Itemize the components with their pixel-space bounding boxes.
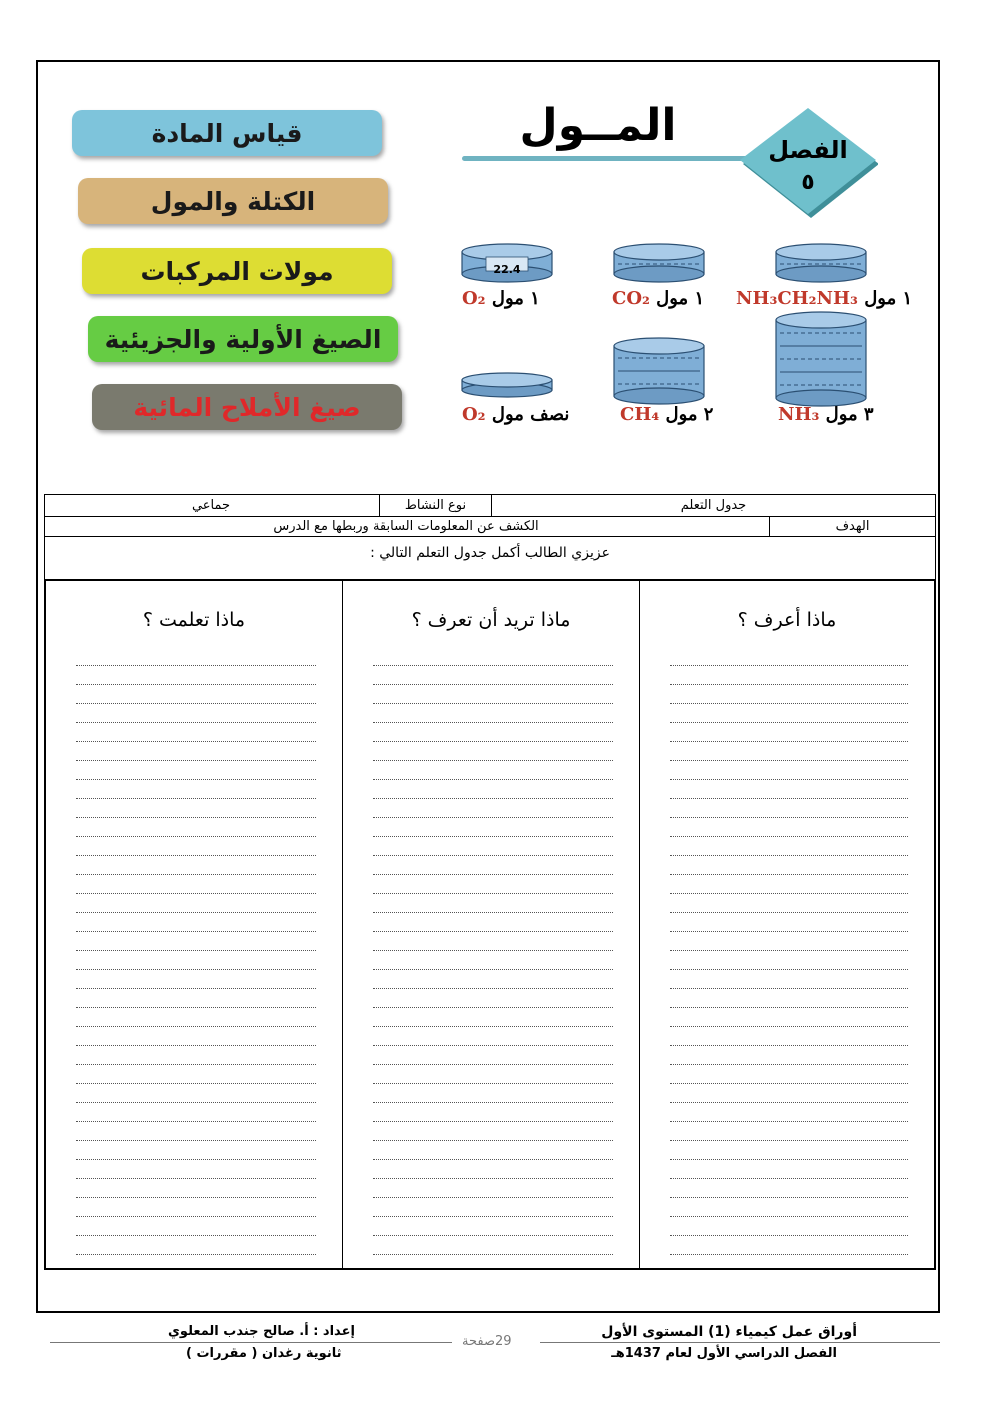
footer-right-2: الفصل الدراسي الأول لعام 1437هـ bbox=[611, 1346, 837, 1361]
topic-pill-5 bbox=[92, 384, 402, 430]
writing-line[interactable] bbox=[670, 913, 908, 932]
writing-line[interactable] bbox=[76, 1160, 316, 1179]
writing-line[interactable] bbox=[670, 647, 908, 666]
writing-line[interactable] bbox=[373, 1236, 613, 1255]
writing-line[interactable] bbox=[670, 1027, 908, 1046]
activity-info-table bbox=[44, 494, 936, 580]
writing-line[interactable] bbox=[670, 1236, 908, 1255]
mol-text: ١ مول bbox=[656, 288, 705, 309]
topic-label: صيغ الأملاح المائية bbox=[133, 392, 361, 422]
writing-line[interactable] bbox=[76, 1217, 316, 1236]
writing-line[interactable] bbox=[76, 1179, 316, 1198]
writing-line[interactable] bbox=[670, 723, 908, 742]
writing-line[interactable] bbox=[670, 856, 908, 875]
footer-left-1: إعداد : أ. صالح جندب المعلوي bbox=[168, 1324, 355, 1339]
writing-line[interactable] bbox=[670, 970, 908, 989]
writing-line[interactable] bbox=[670, 1122, 908, 1141]
formula-text: O₂ bbox=[462, 404, 486, 425]
writing-line[interactable] bbox=[373, 970, 613, 989]
writing-line[interactable] bbox=[76, 685, 316, 704]
footer-left-2: ثانوية رغدان ( مقررات ) bbox=[186, 1346, 342, 1361]
writing-line[interactable] bbox=[670, 799, 908, 818]
know-header: ماذا أعرف ؟ bbox=[737, 609, 837, 631]
info-row-3 bbox=[45, 537, 935, 581]
formula-text: CH₄ bbox=[620, 404, 660, 425]
volume-label: 22.4 bbox=[493, 263, 521, 276]
writing-line[interactable] bbox=[76, 989, 316, 1008]
writing-line[interactable] bbox=[373, 856, 613, 875]
writing-line[interactable] bbox=[373, 894, 613, 913]
want-header: ماذا تريد أن تعرف ؟ bbox=[411, 609, 571, 631]
writing-line[interactable] bbox=[670, 951, 908, 970]
writing-line[interactable] bbox=[670, 818, 908, 837]
writing-line[interactable] bbox=[76, 666, 316, 685]
topic-pill-2 bbox=[78, 178, 388, 224]
formula-text: O₂ bbox=[462, 288, 486, 309]
know-lines[interactable] bbox=[670, 647, 908, 1255]
column-know bbox=[640, 581, 934, 1268]
disk-label-bottom-mid bbox=[620, 404, 713, 425]
writing-line[interactable] bbox=[373, 666, 613, 685]
writing-line[interactable] bbox=[76, 742, 316, 761]
writing-line[interactable] bbox=[76, 1122, 316, 1141]
writing-line[interactable] bbox=[670, 1179, 908, 1198]
writing-line[interactable] bbox=[76, 1141, 316, 1160]
chapter-badge bbox=[738, 102, 878, 222]
writing-line[interactable] bbox=[670, 1141, 908, 1160]
writing-line[interactable] bbox=[76, 856, 316, 875]
formula-text: CO₂ bbox=[612, 288, 650, 309]
writing-line[interactable] bbox=[76, 1236, 316, 1255]
chapter-number: ٥ bbox=[801, 170, 815, 195]
writing-line[interactable] bbox=[670, 1046, 908, 1065]
disk-label-top-right bbox=[736, 288, 912, 309]
writing-line[interactable] bbox=[76, 837, 316, 856]
learning-table-cell: جدول التعلم bbox=[491, 495, 935, 516]
writing-line[interactable] bbox=[373, 647, 613, 666]
writing-line[interactable] bbox=[76, 723, 316, 742]
writing-line[interactable] bbox=[670, 1217, 908, 1236]
want-lines[interactable] bbox=[373, 647, 613, 1255]
writing-line[interactable] bbox=[670, 1160, 908, 1179]
writing-line[interactable] bbox=[76, 875, 316, 894]
writing-line[interactable] bbox=[373, 1141, 613, 1160]
instruction-cell: عزيزي الطالب أكمل جدول التعلم التالي : bbox=[370, 545, 610, 561]
writing-line[interactable] bbox=[373, 742, 613, 761]
writing-line[interactable] bbox=[670, 837, 908, 856]
writing-line[interactable] bbox=[76, 1198, 316, 1217]
writing-line[interactable] bbox=[373, 932, 613, 951]
topic-label: الصيغ الأولية والجزيئية bbox=[104, 324, 382, 354]
writing-line[interactable] bbox=[670, 685, 908, 704]
header-area bbox=[38, 62, 938, 492]
kwl-table bbox=[44, 580, 936, 1270]
mol-text: ٣ مول bbox=[825, 404, 874, 425]
writing-line[interactable] bbox=[670, 1198, 908, 1217]
writing-line[interactable] bbox=[76, 818, 316, 837]
writing-line[interactable] bbox=[373, 1027, 613, 1046]
writing-line[interactable] bbox=[76, 1027, 316, 1046]
mol-text: ١ مول bbox=[864, 288, 913, 309]
disk-label-bottom-right bbox=[778, 404, 874, 425]
writing-line[interactable] bbox=[373, 1160, 613, 1179]
writing-line[interactable] bbox=[670, 761, 908, 780]
writing-line[interactable] bbox=[76, 1103, 316, 1122]
learned-lines[interactable] bbox=[76, 647, 316, 1255]
writing-line[interactable] bbox=[373, 1008, 613, 1027]
writing-line[interactable] bbox=[670, 894, 908, 913]
writing-line[interactable] bbox=[670, 1084, 908, 1103]
topic-pill-3 bbox=[82, 248, 392, 294]
disk-label-top-left bbox=[462, 288, 540, 309]
writing-line[interactable] bbox=[76, 913, 316, 932]
writing-line[interactable] bbox=[373, 1179, 613, 1198]
writing-line[interactable] bbox=[373, 761, 613, 780]
disk-nh3-three-mole bbox=[776, 312, 866, 406]
writing-line[interactable] bbox=[76, 894, 316, 913]
info-row-1 bbox=[45, 495, 935, 517]
writing-line[interactable] bbox=[373, 1198, 613, 1217]
writing-line[interactable] bbox=[76, 704, 316, 723]
writing-line[interactable] bbox=[670, 875, 908, 894]
writing-line[interactable] bbox=[76, 1065, 316, 1084]
activity-type-label-cell: نوع النشاط bbox=[379, 495, 491, 516]
writing-line[interactable] bbox=[76, 799, 316, 818]
disk-label-top-mid bbox=[612, 288, 704, 309]
writing-line[interactable] bbox=[76, 932, 316, 951]
writing-line[interactable] bbox=[373, 723, 613, 742]
writing-line[interactable] bbox=[670, 780, 908, 799]
goal-label-cell: الهدف bbox=[769, 517, 935, 536]
topic-pill-4 bbox=[88, 316, 398, 362]
footer-line-left bbox=[50, 1342, 452, 1343]
mol-text: ١ مول bbox=[491, 288, 540, 309]
writing-line[interactable] bbox=[373, 704, 613, 723]
learned-header: ماذا تعلمت ؟ bbox=[142, 609, 246, 631]
writing-line[interactable] bbox=[373, 780, 613, 799]
writing-line[interactable] bbox=[373, 1103, 613, 1122]
disk-o2-half-mole bbox=[462, 373, 552, 397]
page-number: 29صفحة bbox=[462, 1334, 512, 1349]
writing-line[interactable] bbox=[670, 989, 908, 1008]
writing-line[interactable] bbox=[76, 1008, 316, 1027]
writing-line[interactable] bbox=[670, 932, 908, 951]
writing-line[interactable] bbox=[373, 818, 613, 837]
column-learned bbox=[46, 581, 343, 1268]
writing-line[interactable] bbox=[373, 875, 613, 894]
footer-right-1: أوراق عمل كيمياء (1) المستوى الأول bbox=[601, 1324, 857, 1340]
goal-value-cell: الكشف عن المعلومات السابقة وربطها مع الدرس bbox=[273, 519, 539, 534]
disk-ch4-two-mole bbox=[614, 338, 704, 404]
page-title: المــول bbox=[519, 100, 677, 151]
writing-line[interactable] bbox=[76, 647, 316, 666]
writing-line[interactable] bbox=[373, 951, 613, 970]
mol-text: نصف مول bbox=[491, 404, 570, 425]
writing-line[interactable] bbox=[373, 1217, 613, 1236]
writing-line[interactable] bbox=[373, 913, 613, 932]
writing-line[interactable] bbox=[76, 1084, 316, 1103]
formula-text: NH₃ bbox=[778, 404, 820, 425]
writing-line[interactable] bbox=[373, 1046, 613, 1065]
writing-line[interactable] bbox=[373, 1122, 613, 1141]
writing-line[interactable] bbox=[373, 799, 613, 818]
writing-line[interactable] bbox=[670, 1103, 908, 1122]
writing-line[interactable] bbox=[76, 951, 316, 970]
writing-line[interactable] bbox=[670, 742, 908, 761]
writing-line[interactable] bbox=[670, 704, 908, 723]
topic-label: قياس المادة bbox=[151, 118, 303, 148]
formula-text: NH₃CH₂NH₃ bbox=[736, 288, 858, 309]
writing-line[interactable] bbox=[373, 685, 613, 704]
writing-line[interactable] bbox=[373, 1065, 613, 1084]
writing-line[interactable] bbox=[373, 989, 613, 1008]
writing-line[interactable] bbox=[76, 761, 316, 780]
writing-line[interactable] bbox=[76, 970, 316, 989]
page-frame bbox=[36, 60, 940, 1313]
topic-label: الكتلة والمول bbox=[150, 186, 316, 216]
writing-line[interactable] bbox=[373, 837, 613, 856]
writing-line[interactable] bbox=[670, 1008, 908, 1027]
mol-text: ٢ مول bbox=[665, 404, 714, 425]
topic-pill-1 bbox=[72, 110, 382, 156]
writing-line[interactable] bbox=[670, 1065, 908, 1084]
footer-line-right bbox=[540, 1342, 940, 1343]
column-want bbox=[343, 581, 640, 1268]
chapter-word: الفصل bbox=[768, 136, 848, 164]
writing-line[interactable] bbox=[76, 780, 316, 799]
title-underline bbox=[462, 156, 762, 161]
disk-compound-one-mole bbox=[776, 244, 866, 282]
activity-type-value-cell: جماعي bbox=[191, 498, 231, 513]
writing-line[interactable] bbox=[76, 1046, 316, 1065]
info-row-2 bbox=[45, 517, 935, 537]
writing-line[interactable] bbox=[670, 666, 908, 685]
writing-line[interactable] bbox=[373, 1084, 613, 1103]
topic-label: مولات المركبات bbox=[140, 256, 334, 286]
disk-label-bottom-left bbox=[462, 404, 569, 425]
disk-co2-one-mole bbox=[614, 244, 704, 282]
